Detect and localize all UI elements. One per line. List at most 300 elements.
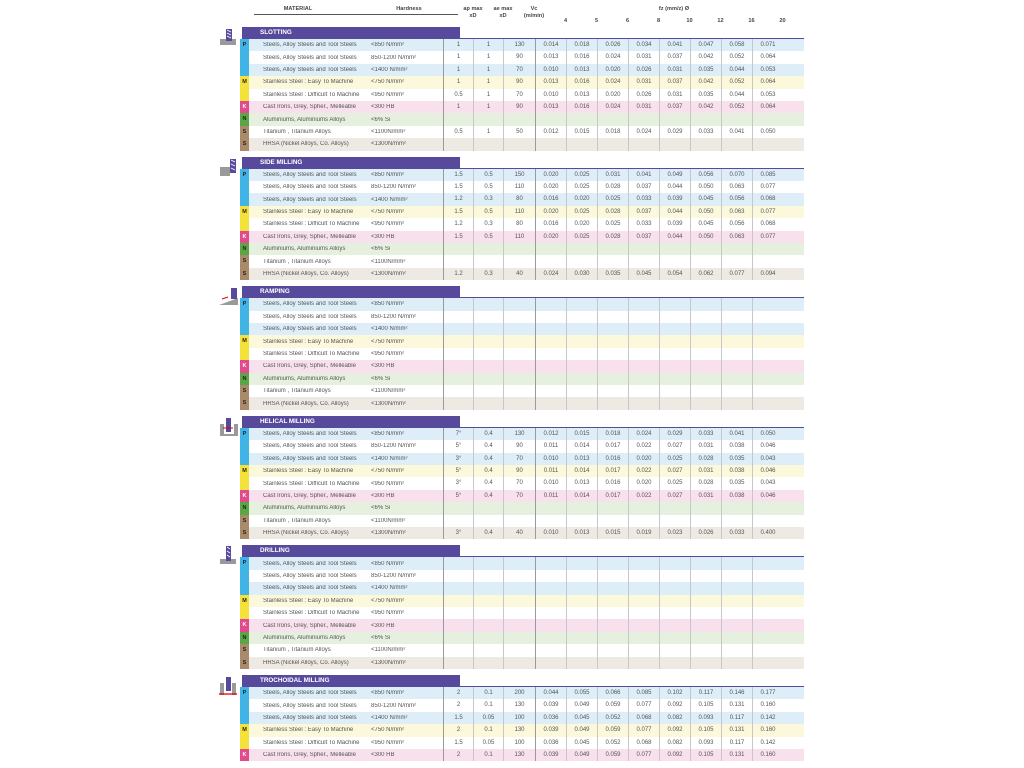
fz-cell (628, 515, 659, 527)
fz-cell: 0.020 (628, 453, 659, 465)
ae-cell (473, 515, 503, 527)
vc-cell: 110 (503, 231, 535, 243)
hardness-value: <750 N/mm² (371, 208, 405, 215)
fz-cell (535, 323, 566, 335)
fz-cell (566, 113, 597, 125)
fz-cell (690, 557, 721, 569)
fz-cell: 0.063 (721, 181, 752, 193)
fz-cell: 0.035 (721, 453, 752, 465)
fz-cell (721, 138, 752, 150)
iso-group-marker (240, 699, 249, 711)
fz-cell: 0.041 (721, 126, 752, 138)
ae-cell (473, 348, 503, 360)
table-row (240, 126, 804, 138)
ap-cell (443, 644, 473, 656)
fz-cell (752, 113, 783, 125)
fz-cell: 0.025 (659, 453, 690, 465)
fz-cell (566, 243, 597, 255)
fz-cell: 0.034 (628, 39, 659, 51)
fz-cell: 0.400 (752, 527, 783, 539)
fz-cell: 0.105 (690, 749, 721, 761)
ae-cell (473, 557, 503, 569)
fz-cell: 0.025 (566, 231, 597, 243)
fz-cell (721, 311, 752, 323)
fz-cell (628, 397, 659, 409)
fz-cell (690, 323, 721, 335)
fz-cell (628, 348, 659, 360)
fz-cell: 0.024 (597, 51, 628, 63)
table-row (240, 724, 804, 736)
ae-cell: 1 (473, 76, 503, 88)
fz-cell: 0.131 (721, 724, 752, 736)
fz-cell: 0.050 (690, 231, 721, 243)
hardness-value: <1400 N/mm² (371, 585, 408, 592)
fz-cell: 0.052 (597, 737, 628, 749)
fz-cell: 0.023 (659, 527, 690, 539)
fz-cell (752, 255, 783, 267)
fz-cell (690, 502, 721, 514)
ap-cell: 5° (443, 440, 473, 452)
fz-cell (535, 138, 566, 150)
table-row (240, 138, 804, 150)
table-row (240, 39, 804, 51)
iso-group-marker: P (240, 428, 249, 440)
table-row (240, 335, 804, 347)
fz-cell: 0.015 (566, 428, 597, 440)
material-name: Steels, Alloy Steels and Tool Steels (263, 430, 357, 437)
hardness-value: <950 N/mm² (371, 91, 405, 98)
fz-cell (690, 570, 721, 582)
vc-cell (503, 397, 535, 409)
fz-cell: 0.045 (628, 268, 659, 280)
fz-cell (721, 323, 752, 335)
iso-group-marker: K (240, 231, 249, 243)
table-row (240, 385, 804, 397)
fz-cell (659, 323, 690, 335)
fz-cell (659, 644, 690, 656)
ae-cell (473, 607, 503, 619)
hardness-value: <300 HB (371, 752, 395, 759)
table-row (240, 218, 804, 230)
table-row (240, 557, 804, 569)
material-name: Cast Irons, Grey, Spher., Melleable (263, 492, 356, 499)
fz-cell: 0.068 (628, 737, 659, 749)
fz-cell: 0.014 (566, 465, 597, 477)
fz-cell: 0.024 (597, 76, 628, 88)
hardness-value: <1300N/mm² (371, 400, 406, 407)
fz-cell: 0.117 (721, 737, 752, 749)
ap-cell: 1.5 (443, 712, 473, 724)
diameter-header: 16 (748, 18, 755, 24)
vc-cell: 40 (503, 527, 535, 539)
fz-cell: 0.049 (659, 169, 690, 181)
ae-cell: 0.05 (473, 712, 503, 724)
fz-cell (690, 243, 721, 255)
ae-cell: 0.4 (473, 490, 503, 502)
material-name: Cast Irons, Grey, Spher., Melleable (263, 104, 356, 111)
fz-cell (721, 397, 752, 409)
ap-cell: 1.2 (443, 193, 473, 205)
fz-cell: 0.049 (566, 724, 597, 736)
material-name: Titanium , Titanium Alloys (263, 128, 331, 135)
fz-cell (628, 595, 659, 607)
fz-cell: 0.025 (597, 193, 628, 205)
iso-group-marker: S (240, 138, 249, 150)
fz-cell (535, 595, 566, 607)
material-name: Steels, Alloy Steels and Tool Steels (263, 690, 357, 697)
hardness-value: <1100N/mm² (371, 128, 406, 135)
ap-cell (443, 138, 473, 150)
material-name: Steels, Alloy Steels and Tool Steels (263, 714, 357, 721)
ae-cell: 0.1 (473, 699, 503, 711)
fz-cell: 0.160 (752, 749, 783, 761)
fz-cell (628, 243, 659, 255)
table-row (240, 231, 804, 243)
vc-cell: 130 (503, 749, 535, 761)
fz-cell: 0.036 (535, 712, 566, 724)
table-row (240, 644, 804, 656)
fz-cell: 0.053 (752, 64, 783, 76)
vc-cell: 70 (503, 477, 535, 489)
fz-cell: 0.028 (690, 477, 721, 489)
fz-cell: 0.017 (597, 465, 628, 477)
ap-cell: 1 (443, 76, 473, 88)
ae-cell: 0.3 (473, 218, 503, 230)
ae-cell (473, 595, 503, 607)
fz-cell (721, 298, 752, 310)
fz-cell: 0.011 (535, 490, 566, 502)
fz-cell (752, 515, 783, 527)
fz-cell (566, 348, 597, 360)
fz-cell (628, 311, 659, 323)
fz-cell (721, 348, 752, 360)
hardness-value: <6% Si (371, 116, 391, 123)
fz-cell: 0.011 (535, 440, 566, 452)
fz-cell: 0.029 (659, 428, 690, 440)
fz-cell (659, 570, 690, 582)
fz-cell: 0.011 (535, 465, 566, 477)
fz-cell: 0.105 (690, 699, 721, 711)
fz-cell (659, 619, 690, 631)
ae-cell: 0.5 (473, 181, 503, 193)
fz-cell: 0.042 (690, 76, 721, 88)
fz-cell (659, 243, 690, 255)
material-name: Stainless Steel : Easy To Machine (263, 597, 354, 604)
fz-cell: 0.014 (535, 39, 566, 51)
fz-cell (566, 255, 597, 267)
material-name: Steels, Alloy Steels and Tool Steels (263, 560, 357, 567)
iso-group-marker (240, 737, 249, 749)
fz-cell: 0.024 (628, 126, 659, 138)
iso-group-marker (240, 607, 249, 619)
fz-cell: 0.016 (566, 76, 597, 88)
fz-cell: 0.043 (752, 453, 783, 465)
fz-cell (752, 298, 783, 310)
fz-cell (690, 348, 721, 360)
fz-cell: 0.082 (659, 712, 690, 724)
diameter-header: 6 (625, 18, 630, 24)
fz-cell (721, 335, 752, 347)
material-name: Stainless Steel : Difficult To Machine (263, 91, 360, 98)
fz-cell (659, 311, 690, 323)
ap-cell: 5° (443, 465, 473, 477)
vc-cell: 90 (503, 440, 535, 452)
hardness-value: <950 N/mm² (371, 221, 405, 228)
fz-cell: 0.046 (752, 440, 783, 452)
ap-cell: 2 (443, 699, 473, 711)
fz-cell (597, 138, 628, 150)
fz-cell (597, 243, 628, 255)
ap-cell (443, 385, 473, 397)
fz-cell: 0.017 (597, 440, 628, 452)
ae-header-bottom: xD (499, 13, 507, 19)
iso-group-marker: S (240, 126, 249, 138)
material-name: Stainless Steel : Easy To Machine (263, 727, 354, 734)
fz-cell (659, 113, 690, 125)
fz-cell (690, 515, 721, 527)
ae-cell (473, 243, 503, 255)
fz-cell: 0.052 (597, 712, 628, 724)
fz-cell (535, 644, 566, 656)
fz-cell (597, 360, 628, 372)
fz-cell (597, 323, 628, 335)
fz-cell: 0.014 (566, 440, 597, 452)
iso-group-marker: K (240, 101, 249, 113)
fz-cell (566, 515, 597, 527)
fz-cell (690, 582, 721, 594)
ap-cell: 2 (443, 724, 473, 736)
ap-cell (443, 113, 473, 125)
fz-cell: 0.035 (597, 268, 628, 280)
fz-cell: 0.016 (535, 193, 566, 205)
hardness-value: <850 N/mm² (371, 171, 405, 178)
vc-header-top: Vc (530, 6, 538, 12)
fz-cell (721, 243, 752, 255)
iso-group-marker (240, 181, 249, 193)
iso-group-marker (240, 582, 249, 594)
table-row (240, 268, 804, 280)
fz-cell: 0.035 (721, 477, 752, 489)
fz-cell (566, 632, 597, 644)
vc-cell (503, 595, 535, 607)
vc-cell (503, 348, 535, 360)
ap-header-top: ap max (463, 6, 483, 12)
ae-cell (473, 360, 503, 372)
fz-cell: 0.015 (597, 527, 628, 539)
material-name: Cast Irons, Grey, Spher., Melleable (263, 233, 356, 240)
iso-group-marker: S (240, 657, 249, 669)
material-name: Stainless Steel : Difficult To Machine (263, 739, 360, 746)
hardness-value: 850-1200 N/mm² (371, 313, 417, 320)
fz-cell: 0.035 (690, 64, 721, 76)
vc-header-bottom: (m/min) (523, 13, 545, 19)
material-header: MATERIAL (283, 6, 313, 12)
fz-cell (628, 557, 659, 569)
fz-cell (566, 557, 597, 569)
hardness-value: <950 N/mm² (371, 480, 405, 487)
ap-cell (443, 397, 473, 409)
fz-cell: 0.016 (535, 218, 566, 230)
fz-cell: 0.028 (690, 453, 721, 465)
ap-cell (443, 373, 473, 385)
fz-cell: 0.077 (752, 181, 783, 193)
fz-cell (535, 657, 566, 669)
table-row (240, 607, 804, 619)
table-row (240, 298, 804, 310)
table-row (240, 360, 804, 372)
fz-cell (752, 619, 783, 631)
fz-cell: 0.025 (566, 181, 597, 193)
fz-cell: 0.025 (597, 218, 628, 230)
fz-cell: 0.031 (628, 51, 659, 63)
material-name: Aluminiums, Aluminiums Alloys (263, 375, 346, 382)
fz-cell (752, 311, 783, 323)
fz-cell (566, 582, 597, 594)
fz-cell: 0.064 (752, 101, 783, 113)
table-row (240, 397, 804, 409)
fz-cell: 0.016 (566, 51, 597, 63)
iso-group-marker: P (240, 687, 249, 699)
fz-cell: 0.056 (690, 169, 721, 181)
iso-group-marker: K (240, 360, 249, 372)
iso-group-marker: S (240, 515, 249, 527)
fz-cell: 0.027 (659, 490, 690, 502)
fz-cell: 0.105 (690, 724, 721, 736)
hardness-value: <750 N/mm² (371, 338, 405, 345)
material-name: Titanium , Titanium Alloys (263, 517, 331, 524)
fz-cell (535, 397, 566, 409)
fz-cell (752, 397, 783, 409)
fz-cell: 0.010 (535, 527, 566, 539)
fz-cell (628, 298, 659, 310)
fz-cell (566, 298, 597, 310)
vc-cell: 50 (503, 126, 535, 138)
vc-cell (503, 311, 535, 323)
ae-cell: 0.4 (473, 527, 503, 539)
fz-cell: 0.014 (566, 490, 597, 502)
fz-cell (597, 311, 628, 323)
fz-cell: 0.177 (752, 687, 783, 699)
ap-cell: 1.5 (443, 206, 473, 218)
fz-cell: 0.052 (721, 76, 752, 88)
fz-cell (566, 323, 597, 335)
fz-cell: 0.031 (690, 440, 721, 452)
header-underline (254, 14, 458, 15)
fz-cell: 0.055 (566, 687, 597, 699)
fz-cell: 0.038 (721, 440, 752, 452)
ae-cell: 1 (473, 101, 503, 113)
vc-cell: 130 (503, 724, 535, 736)
fz-cell: 0.062 (690, 268, 721, 280)
vc-cell (503, 243, 535, 255)
diameter-header: 20 (779, 18, 786, 24)
vc-cell: 110 (503, 206, 535, 218)
material-name: Steels, Alloy Steels and Tool Steels (263, 313, 357, 320)
fz-cell: 0.031 (628, 101, 659, 113)
table-row (240, 348, 804, 360)
fz-cell (690, 373, 721, 385)
vc-cell (503, 298, 535, 310)
table-row (240, 76, 804, 88)
ap-cell (443, 582, 473, 594)
fz-cell (752, 557, 783, 569)
fz-cell: 0.012 (535, 126, 566, 138)
fz-cell: 0.077 (628, 724, 659, 736)
hardness-value: <750 N/mm² (371, 468, 405, 475)
fz-cell: 0.043 (752, 477, 783, 489)
vc-cell (503, 373, 535, 385)
iso-group-marker: M (240, 206, 249, 218)
table-row (240, 477, 804, 489)
fz-cell (721, 644, 752, 656)
fz-cell: 0.049 (566, 749, 597, 761)
iso-group-marker: M (240, 335, 249, 347)
hardness-value: <6% Si (371, 505, 391, 512)
hardness-value: 850-1200 N/mm² (371, 184, 417, 191)
ae-cell: 0.4 (473, 428, 503, 440)
fz-cell (690, 138, 721, 150)
vc-cell (503, 138, 535, 150)
fz-cell: 0.082 (659, 737, 690, 749)
fz-cell (659, 138, 690, 150)
table-row (240, 169, 804, 181)
fz-cell (628, 582, 659, 594)
hardness-header: Hardness (396, 6, 422, 12)
fz-cell: 0.068 (752, 193, 783, 205)
fz-cell (690, 607, 721, 619)
fz-cell: 0.064 (752, 51, 783, 63)
section-helical-milling (218, 416, 806, 546)
ap-cell (443, 323, 473, 335)
fz-cell (628, 323, 659, 335)
ae-cell: 0.4 (473, 477, 503, 489)
ae-cell (473, 657, 503, 669)
fz-cell: 0.010 (535, 64, 566, 76)
fz-cell: 0.039 (535, 749, 566, 761)
fz-cell: 0.020 (566, 218, 597, 230)
hardness-value: <1300N/mm² (371, 659, 406, 666)
fz-cell: 0.142 (752, 737, 783, 749)
fz-cell: 0.022 (628, 465, 659, 477)
fz-cell: 0.037 (628, 181, 659, 193)
fz-cell: 0.131 (721, 699, 752, 711)
fz-cell: 0.045 (690, 193, 721, 205)
fz-cell: 0.050 (690, 206, 721, 218)
fz-cell (690, 335, 721, 347)
fz-cell: 0.022 (628, 490, 659, 502)
fz-cell: 0.050 (752, 126, 783, 138)
fz-cell (721, 360, 752, 372)
material-name: Steels, Alloy Steels and Tool Steels (263, 54, 357, 61)
material-name: Stainless Steel : Difficult To Machine (263, 221, 360, 228)
section-title: DRILLING (242, 545, 460, 557)
material-name: HRSA (Nickel Alloys, Co. Alloys) (263, 530, 349, 537)
vc-cell: 130 (503, 428, 535, 440)
iso-group-marker: S (240, 527, 249, 539)
table-row (240, 89, 804, 101)
fz-cell: 0.044 (721, 64, 752, 76)
diameter-header: 5 (594, 18, 599, 24)
table-row (240, 64, 804, 76)
material-name: Steels, Alloy Steels and Tool Steels (263, 301, 357, 308)
material-name: HRSA (Nickel Alloys, Co. Alloys) (263, 141, 349, 148)
fz-cell (690, 657, 721, 669)
vc-cell: 90 (503, 51, 535, 63)
iso-group-marker: M (240, 595, 249, 607)
fz-cell: 0.044 (659, 231, 690, 243)
fz-cell: 0.058 (721, 39, 752, 51)
fz-cell: 0.054 (659, 268, 690, 280)
